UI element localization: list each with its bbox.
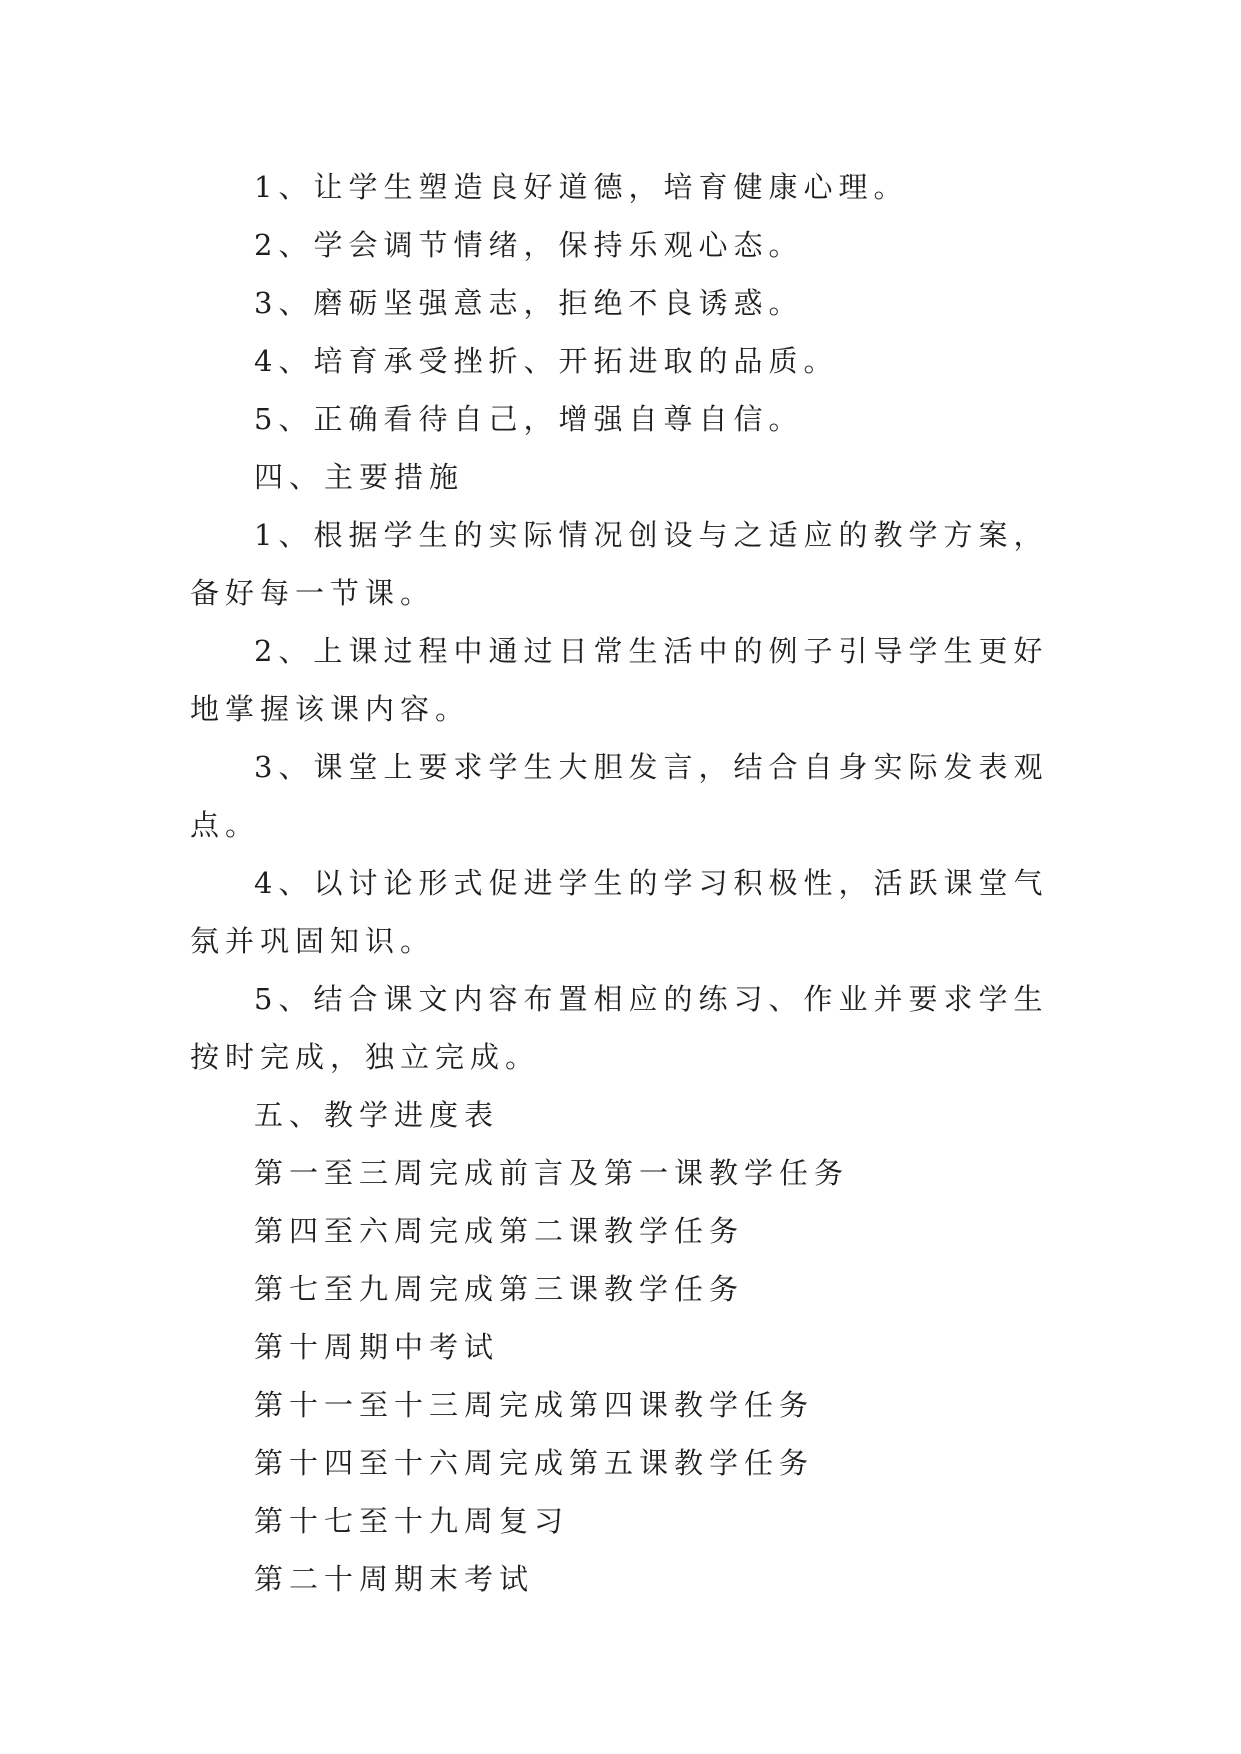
schedule-item-6: 第十四至十六周完成第五课教学任务 [254,1446,815,1480]
schedule-item-3: 第七至九周完成第三课教学任务 [254,1272,745,1306]
goal-item-5: 5、正确看待自己，增强自尊自信。 [254,402,804,436]
schedule-item-7: 第十七至十九周复习 [254,1504,570,1538]
goal-item-4: 4、培育承受挫折、开拓进取的品质。 [254,344,839,378]
measure-item-3: 3、课堂上要求学生大胆发言，结合自身实际发表观点。 [190,750,1049,842]
section-heading-schedule: 五、教学进度表 [254,1098,500,1132]
section-heading-measures: 四、主要措施 [254,460,465,494]
goal-item-3: 3、磨砺坚强意志，拒绝不良诱惑。 [254,286,804,320]
schedule-item-8: 第二十周期末考试 [254,1562,535,1596]
schedule-item-5: 第十一至十三周完成第四课教学任务 [254,1388,815,1422]
schedule-item-2: 第四至六周完成第二课教学任务 [254,1214,745,1248]
schedule-item-4: 第十周期中考试 [254,1330,500,1364]
goal-item-1: 1、让学生塑造良好道德，培育健康心理。 [254,170,909,204]
measure-item-2: 2、上课过程中通过日常生活中的例子引导学生更好地掌握该课内容。 [190,634,1049,726]
goal-item-2: 2、学会调节情绪，保持乐观心态。 [254,228,804,262]
measure-item-4: 4、以讨论形式促进学生的学习积极性，活跃课堂气氛并巩固知识。 [190,866,1049,958]
measure-item-5: 5、结合课文内容布置相应的练习、作业并要求学生按时完成，独立完成。 [190,982,1049,1074]
schedule-item-1: 第一至三周完成前言及第一课教学任务 [254,1156,850,1190]
measure-item-1: 1、根据学生的实际情况创设与之适应的教学方案，备好每一节课。 [190,518,1049,610]
document-body [190,158,1070,1608]
